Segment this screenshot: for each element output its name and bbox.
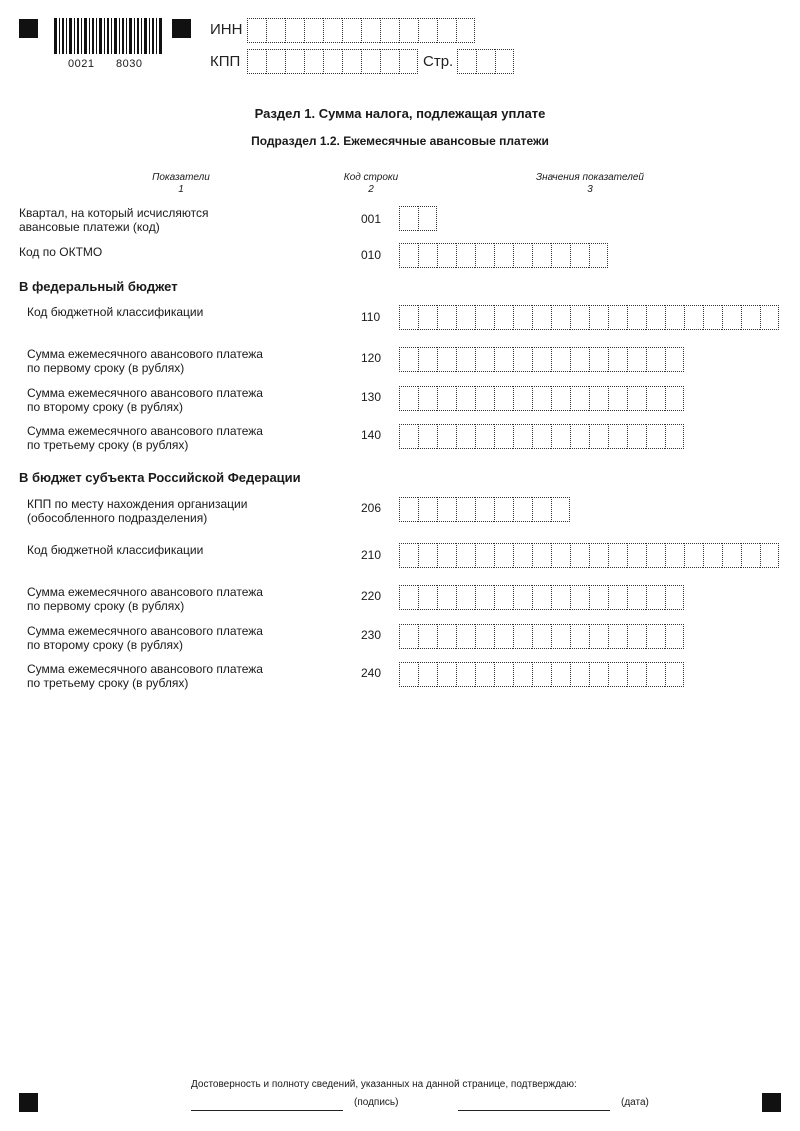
char-cell[interactable] — [285, 18, 304, 43]
char-cell[interactable] — [476, 49, 495, 74]
row-206-field[interactable] — [399, 497, 570, 522]
row-206-code: 206 — [361, 501, 382, 515]
char-cell[interactable] — [494, 386, 513, 411]
char-cell[interactable] — [361, 49, 380, 74]
char-cell[interactable] — [456, 18, 475, 43]
char-cell[interactable] — [456, 662, 475, 687]
row-140-code: 140 — [361, 428, 382, 442]
char-cell[interactable] — [418, 305, 437, 330]
char-cell[interactable] — [608, 386, 627, 411]
row-210-code: 210 — [361, 548, 382, 562]
char-cell[interactable] — [495, 49, 514, 74]
char-cell[interactable] — [437, 243, 456, 268]
char-cell[interactable] — [513, 424, 532, 449]
char-cell[interactable] — [627, 347, 646, 372]
char-cell[interactable] — [684, 543, 703, 568]
char-cell[interactable] — [285, 49, 304, 74]
char-cell[interactable] — [589, 543, 608, 568]
char-cell[interactable] — [589, 243, 608, 268]
char-cell[interactable] — [475, 543, 494, 568]
kpp-label: КПП — [210, 53, 241, 70]
char-cell[interactable] — [665, 585, 684, 610]
char-cell[interactable] — [266, 18, 285, 43]
char-cell[interactable] — [703, 543, 722, 568]
char-cell[interactable] — [646, 424, 665, 449]
row-220-code: 220 — [361, 589, 382, 603]
char-cell[interactable] — [722, 305, 741, 330]
char-cell[interactable] — [589, 305, 608, 330]
row-010-field[interactable] — [399, 243, 608, 268]
char-cell[interactable] — [665, 347, 684, 372]
char-cell[interactable] — [760, 305, 779, 330]
char-cell[interactable] — [399, 347, 418, 372]
char-cell[interactable] — [551, 624, 570, 649]
char-cell[interactable] — [456, 624, 475, 649]
char-cell[interactable] — [457, 49, 476, 74]
char-cell[interactable] — [570, 243, 589, 268]
page-number-field[interactable] — [457, 49, 514, 74]
row-130-label — [27, 386, 263, 414]
char-cell[interactable] — [684, 305, 703, 330]
char-cell[interactable] — [665, 624, 684, 649]
char-cell[interactable] — [494, 305, 513, 330]
char-cell[interactable] — [532, 585, 551, 610]
char-cell[interactable] — [551, 424, 570, 449]
char-cell[interactable] — [418, 624, 437, 649]
char-cell[interactable] — [475, 305, 494, 330]
char-cell[interactable] — [665, 305, 684, 330]
char-cell[interactable] — [513, 305, 532, 330]
char-cell[interactable] — [418, 206, 437, 231]
char-cell[interactable] — [608, 662, 627, 687]
corner-marker-bottom-left — [19, 1093, 38, 1112]
row-120-field[interactable] — [399, 347, 684, 372]
char-cell[interactable] — [304, 49, 323, 74]
char-cell[interactable] — [475, 386, 494, 411]
date-label: (дата) — [621, 1097, 649, 1108]
column-header-indicators-num: 1 — [178, 184, 184, 195]
char-cell[interactable] — [551, 585, 570, 610]
char-cell[interactable] — [494, 585, 513, 610]
char-cell[interactable] — [418, 585, 437, 610]
char-cell[interactable] — [608, 305, 627, 330]
char-cell[interactable] — [532, 243, 551, 268]
char-cell[interactable] — [399, 386, 418, 411]
row-220-label — [27, 585, 263, 613]
char-cell[interactable] — [399, 543, 418, 568]
char-cell[interactable] — [437, 624, 456, 649]
row-240-label — [27, 662, 263, 690]
char-cell[interactable] — [399, 624, 418, 649]
char-cell[interactable] — [494, 662, 513, 687]
row-210-field[interactable] — [399, 543, 779, 568]
char-cell[interactable] — [475, 497, 494, 522]
char-cell[interactable] — [589, 585, 608, 610]
char-cell[interactable] — [418, 18, 437, 43]
char-cell[interactable] — [608, 347, 627, 372]
column-header-values-text: Значения показателей — [535, 172, 644, 183]
char-cell[interactable] — [513, 243, 532, 268]
char-cell[interactable] — [456, 497, 475, 522]
char-cell[interactable] — [418, 543, 437, 568]
char-cell[interactable] — [570, 347, 589, 372]
row-001-label-line1: Квартал, на который исчисляются — [19, 206, 209, 220]
char-cell[interactable] — [627, 386, 646, 411]
section-title: Раздел 1. Сумма налога, подлежащая уплате — [254, 106, 546, 121]
char-cell[interactable] — [532, 497, 551, 522]
char-cell[interactable] — [342, 18, 361, 43]
inn-label: ИНН — [210, 21, 243, 38]
row-230-label — [27, 624, 263, 652]
char-cell[interactable] — [399, 206, 418, 231]
row-240-label-line1: Сумма ежемесячного авансового платежа — [27, 662, 263, 676]
char-cell[interactable] — [418, 243, 437, 268]
subsection-title: Подраздел 1.2. Ежемесячные авансовые платежи — [251, 134, 549, 148]
char-cell[interactable] — [551, 662, 570, 687]
column-header-line-code-num: 2 — [368, 184, 374, 195]
char-cell[interactable] — [532, 662, 551, 687]
char-cell[interactable] — [475, 424, 494, 449]
char-cell[interactable] — [247, 49, 266, 74]
barcode — [54, 18, 162, 58]
row-220-label-line2: по первому сроку (в рублях) — [27, 599, 185, 613]
char-cell[interactable] — [456, 243, 475, 268]
signature-line[interactable] — [191, 1110, 343, 1111]
char-cell[interactable] — [399, 662, 418, 687]
char-cell[interactable] — [437, 347, 456, 372]
row-130-label-line1: Сумма ежемесячного авансового платежа — [27, 386, 263, 400]
char-cell[interactable] — [665, 543, 684, 568]
char-cell[interactable] — [494, 243, 513, 268]
row-206-label — [27, 497, 247, 525]
char-cell[interactable] — [475, 347, 494, 372]
char-cell[interactable] — [589, 624, 608, 649]
char-cell[interactable] — [456, 424, 475, 449]
char-cell[interactable] — [399, 305, 418, 330]
row-120-label-line1: Сумма ежемесячного авансового платежа — [27, 347, 263, 361]
char-cell[interactable] — [437, 497, 456, 522]
barcode-number-left: 0021 — [68, 58, 95, 70]
row-110-label — [27, 305, 203, 319]
char-cell[interactable] — [437, 424, 456, 449]
char-cell[interactable] — [494, 624, 513, 649]
char-cell[interactable] — [342, 49, 361, 74]
char-cell[interactable] — [418, 497, 437, 522]
regional-budget-title: В бюджет субъекта Российской Федерации — [19, 470, 301, 485]
page-label: Стр. — [423, 53, 454, 70]
row-240-code: 240 — [361, 666, 382, 680]
row-010-code: 010 — [361, 248, 382, 262]
char-cell[interactable] — [475, 624, 494, 649]
kpp-field[interactable] — [247, 49, 418, 74]
corner-marker-top-left — [19, 19, 38, 38]
char-cell[interactable] — [608, 624, 627, 649]
char-cell[interactable] — [589, 424, 608, 449]
char-cell[interactable] — [627, 624, 646, 649]
row-210-label-line1: Код бюджетной классификации — [27, 543, 204, 557]
row-140-label-line1: Сумма ежемесячного авансового платежа — [27, 424, 263, 438]
char-cell[interactable] — [646, 543, 665, 568]
row-230-field[interactable] — [399, 624, 684, 649]
char-cell[interactable] — [665, 424, 684, 449]
char-cell[interactable] — [589, 347, 608, 372]
column-header-line-code — [321, 172, 421, 196]
char-cell[interactable] — [646, 624, 665, 649]
char-cell[interactable] — [247, 18, 266, 43]
confirmation-text: Достоверность и полноту сведений, указанных на данной странице, подтверждаю: — [191, 1079, 577, 1090]
char-cell[interactable] — [551, 543, 570, 568]
row-206-label-line1: КПП по месту нахождения организации — [27, 497, 248, 511]
inn-field[interactable] — [247, 18, 475, 43]
char-cell[interactable] — [608, 424, 627, 449]
char-cell[interactable] — [570, 386, 589, 411]
char-cell[interactable] — [437, 543, 456, 568]
char-cell[interactable] — [399, 18, 418, 43]
row-001-label — [19, 206, 208, 234]
char-cell[interactable] — [570, 662, 589, 687]
char-cell[interactable] — [475, 585, 494, 610]
char-cell[interactable] — [456, 305, 475, 330]
row-220-label-line1: Сумма ежемесячного авансового платежа — [27, 585, 263, 599]
char-cell[interactable] — [399, 585, 418, 610]
char-cell[interactable] — [589, 386, 608, 411]
row-230-code: 230 — [361, 628, 382, 642]
char-cell[interactable] — [589, 662, 608, 687]
char-cell[interactable] — [570, 585, 589, 610]
corner-marker-bottom-right — [762, 1093, 781, 1112]
char-cell[interactable] — [475, 243, 494, 268]
char-cell[interactable] — [513, 624, 532, 649]
char-cell[interactable] — [513, 543, 532, 568]
row-140-field[interactable] — [399, 424, 684, 449]
row-240-label-line2: по третьему сроку (в рублях) — [27, 676, 189, 690]
row-210-label — [27, 543, 203, 557]
char-cell[interactable] — [437, 662, 456, 687]
char-cell[interactable] — [513, 347, 532, 372]
char-cell[interactable] — [551, 243, 570, 268]
row-206-label-line2: (обособленного подразделения) — [27, 511, 208, 525]
federal-budget-title: В федеральный бюджет — [19, 279, 178, 294]
char-cell[interactable] — [437, 386, 456, 411]
char-cell[interactable] — [608, 585, 627, 610]
char-cell[interactable] — [456, 347, 475, 372]
row-120-label — [27, 347, 263, 375]
char-cell[interactable] — [570, 305, 589, 330]
row-001-code: 001 — [361, 212, 382, 226]
row-120-label-line2: по первому сроку (в рублях) — [27, 361, 185, 375]
char-cell[interactable] — [475, 662, 494, 687]
row-230-label-line2: по второму сроку (в рублях) — [27, 638, 183, 652]
char-cell[interactable] — [532, 424, 551, 449]
char-cell[interactable] — [532, 543, 551, 568]
char-cell[interactable] — [627, 424, 646, 449]
char-cell[interactable] — [418, 347, 437, 372]
char-cell[interactable] — [494, 347, 513, 372]
char-cell[interactable] — [513, 662, 532, 687]
char-cell[interactable] — [551, 347, 570, 372]
char-cell[interactable] — [551, 497, 570, 522]
char-cell[interactable] — [437, 585, 456, 610]
char-cell[interactable] — [532, 386, 551, 411]
char-cell[interactable] — [532, 347, 551, 372]
barcode-number-right: 8030 — [116, 58, 143, 70]
row-110-label-line1: Код бюджетной классификации — [27, 305, 204, 319]
row-240-field[interactable] — [399, 662, 684, 687]
char-cell[interactable] — [418, 424, 437, 449]
row-010-label-line1: Код по ОКТМО — [19, 245, 103, 259]
char-cell[interactable] — [380, 49, 399, 74]
char-cell[interactable] — [399, 243, 418, 268]
char-cell[interactable] — [627, 543, 646, 568]
char-cell[interactable] — [741, 543, 760, 568]
char-cell[interactable] — [323, 18, 342, 43]
char-cell[interactable] — [399, 49, 418, 74]
char-cell[interactable] — [456, 543, 475, 568]
char-cell[interactable] — [323, 49, 342, 74]
signature-label: (подпись) — [354, 1097, 399, 1108]
char-cell[interactable] — [513, 497, 532, 522]
column-header-indicators — [121, 172, 241, 196]
char-cell[interactable] — [627, 585, 646, 610]
char-cell[interactable] — [399, 497, 418, 522]
char-cell[interactable] — [570, 543, 589, 568]
row-140-label — [27, 424, 263, 452]
row-130-code: 130 — [361, 390, 382, 404]
row-130-label-line2: по второму сроку (в рублях) — [27, 400, 183, 414]
char-cell[interactable] — [418, 386, 437, 411]
char-cell[interactable] — [570, 424, 589, 449]
char-cell[interactable] — [646, 305, 665, 330]
row-110-field[interactable] — [399, 305, 779, 330]
char-cell[interactable] — [665, 386, 684, 411]
row-120-code: 120 — [361, 351, 382, 365]
char-cell[interactable] — [570, 624, 589, 649]
char-cell[interactable] — [380, 18, 399, 43]
date-line[interactable] — [458, 1110, 610, 1111]
column-header-values-num: 3 — [587, 184, 593, 195]
char-cell[interactable] — [266, 49, 285, 74]
char-cell[interactable] — [760, 543, 779, 568]
char-cell[interactable] — [627, 662, 646, 687]
char-cell[interactable] — [646, 386, 665, 411]
char-cell[interactable] — [304, 18, 323, 43]
char-cell[interactable] — [722, 543, 741, 568]
char-cell[interactable] — [494, 543, 513, 568]
row-140-label-line2: по третьему сроку (в рублях) — [27, 438, 189, 452]
char-cell[interactable] — [456, 386, 475, 411]
char-cell[interactable] — [646, 662, 665, 687]
char-cell[interactable] — [494, 497, 513, 522]
char-cell[interactable] — [646, 585, 665, 610]
char-cell[interactable] — [361, 18, 380, 43]
column-header-line-code-text: Код строки — [343, 172, 399, 183]
char-cell[interactable] — [437, 305, 456, 330]
row-130-field[interactable] — [399, 386, 684, 411]
char-cell[interactable] — [513, 386, 532, 411]
char-cell[interactable] — [437, 18, 456, 43]
char-cell[interactable] — [456, 585, 475, 610]
row-010-label — [19, 245, 102, 259]
char-cell[interactable] — [532, 305, 551, 330]
char-cell[interactable] — [741, 305, 760, 330]
char-cell[interactable] — [513, 585, 532, 610]
row-110-code: 110 — [361, 310, 381, 324]
column-header-values — [520, 172, 660, 196]
char-cell[interactable] — [646, 347, 665, 372]
row-001-label-line2: авансовые платежи (код) — [19, 220, 160, 234]
char-cell[interactable] — [551, 386, 570, 411]
char-cell[interactable] — [551, 305, 570, 330]
char-cell[interactable] — [703, 305, 722, 330]
corner-marker-top-right — [172, 19, 191, 38]
row-230-label-line1: Сумма ежемесячного авансового платежа — [27, 624, 263, 638]
char-cell[interactable] — [608, 543, 627, 568]
row-220-field[interactable] — [399, 585, 684, 610]
column-header-indicators-text: Показатели — [152, 172, 210, 183]
char-cell[interactable] — [532, 624, 551, 649]
char-cell[interactable] — [494, 424, 513, 449]
char-cell[interactable] — [399, 424, 418, 449]
row-001-field[interactable] — [399, 206, 437, 231]
char-cell[interactable] — [418, 662, 437, 687]
char-cell[interactable] — [627, 305, 646, 330]
char-cell[interactable] — [665, 662, 684, 687]
